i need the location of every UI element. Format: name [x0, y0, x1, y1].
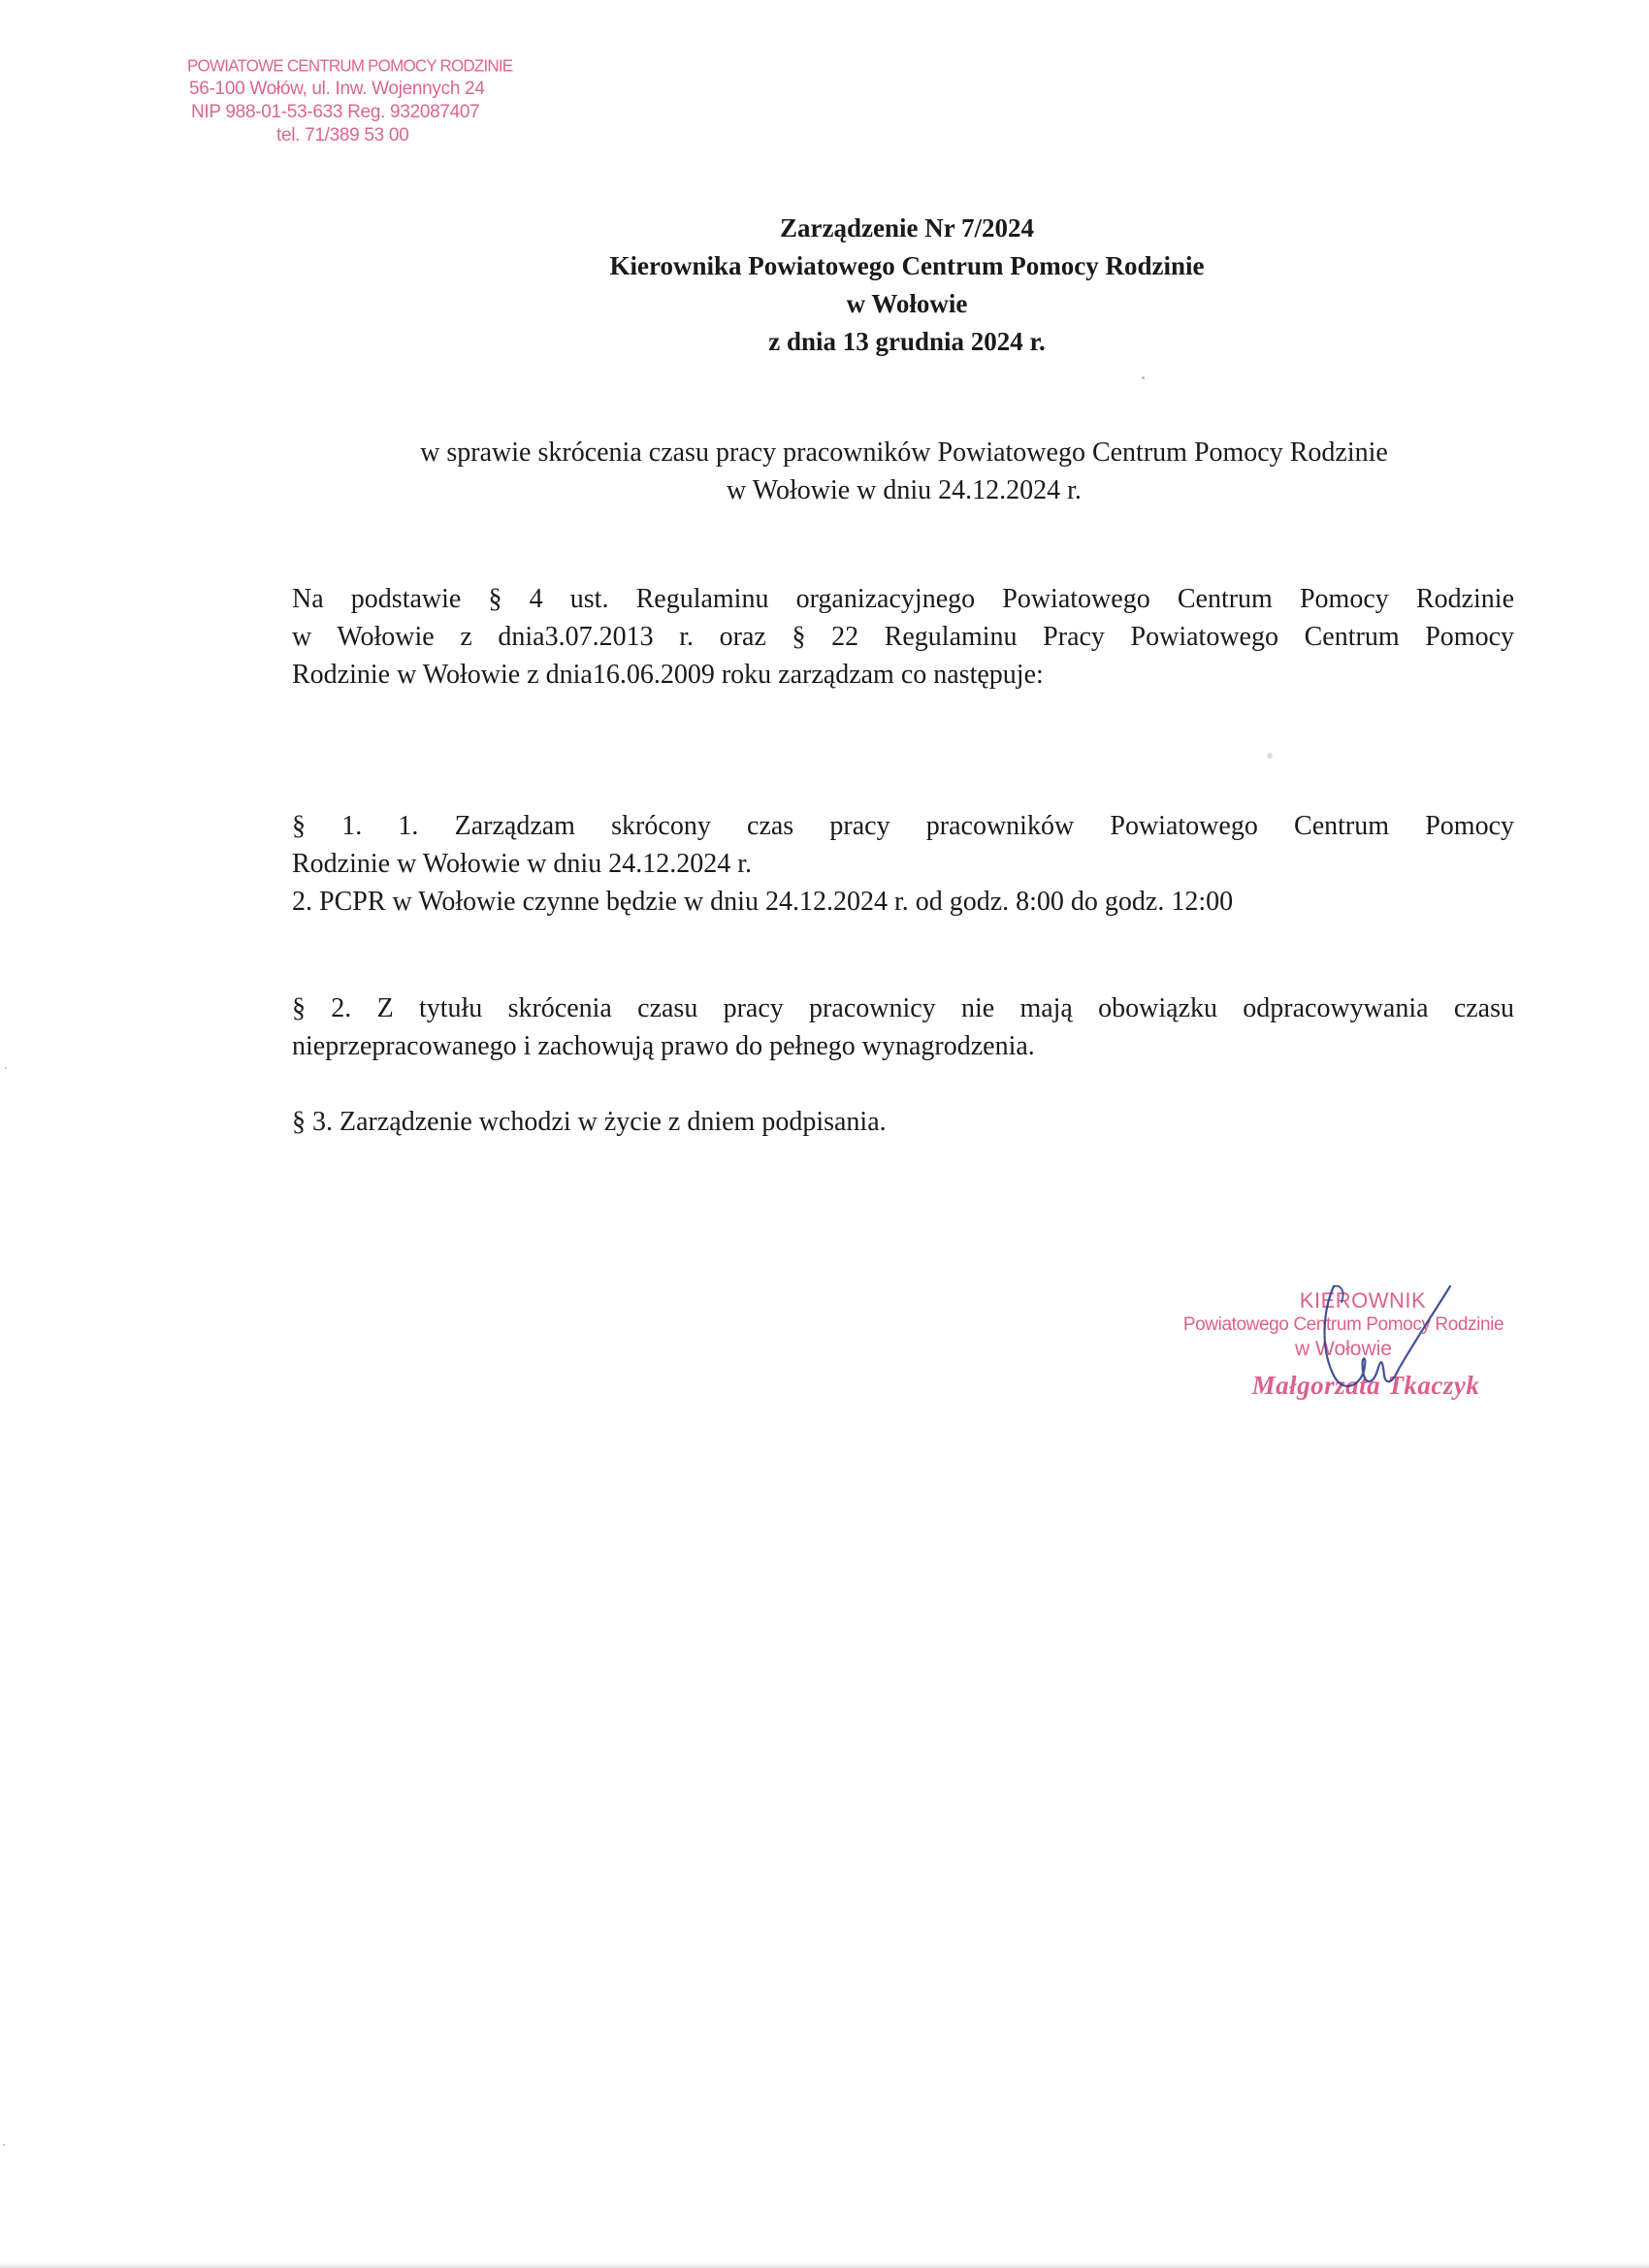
section-1-point-2: 2. PCPR w Wołowie czynne będzie w dniu 24.12.2024 r. od godz. 8:00 do godz. 12:00: [292, 887, 1234, 917]
signature-stamp-organization: Powiatowego Centrum Pomocy Rodzinie: [1182, 1314, 1504, 1335]
scan-edge: [0, 2262, 1649, 2268]
stamp-address: 56-100 Wołów, ul. Inw. Wojennych 24: [189, 79, 485, 99]
title-issuer: Kierownika Powiatowego Centrum Pomocy Rodzinie: [609, 251, 1205, 280]
section-1-line: Rodzinie w Wołowie w dniu 24.12.2024 r.: [292, 849, 752, 879]
scan-speck: [3, 2144, 5, 2146]
header-stamp: [187, 54, 536, 147]
section-2: [292, 989, 1514, 1065]
basis-line: w Wołowie z dnia3.07.2013 r. oraz § 22 Regulaminu Pracy Powiatowego Centrum Pomocy: [292, 622, 1514, 652]
scan-speck: [1142, 376, 1145, 379]
section-2-line: nieprzepracowanego i zachowują prawo do pełnego wynagrodzenia.: [292, 1031, 1035, 1061]
signatory-name: Małgorzata Tkaczyk: [1251, 1371, 1480, 1400]
basis-line: Rodzinie w Wołowie z dnia16.06.2009 roku zarządzam co następuje:: [292, 660, 1044, 690]
scan-speck: [1267, 753, 1273, 759]
subject-line: w Wołowie w dniu 24.12.2024 r.: [727, 475, 1082, 505]
scan-speck: [5, 1067, 7, 1069]
stamp-tax-ids: NIP 988-01-53-633 Reg. 932087407: [191, 102, 480, 122]
subject-line: w sprawie skrócenia czasu pracy pracowników Powiatowego Centrum Pomocy Rodzinie: [420, 437, 1388, 468]
title-ordinance-number: Zarządzenie Nr 7/2024: [780, 213, 1034, 243]
section-3-line: § 3. Zarządzenie wchodzi w życie z dniem podpisania.: [292, 1107, 887, 1137]
stamp-institution-name: POWIATOWE CENTRUM POMOCY RODZINIE: [187, 55, 513, 76]
section-3: [292, 1103, 1514, 1141]
handwritten-signature: [1305, 1279, 1499, 1414]
section-1: [292, 807, 1514, 921]
basis-line: Na podstawie § 4 ust. Regulaminu organizacyjnego Powiatowego Centrum Pomocy Rodzinie: [292, 584, 1514, 614]
document-subject: [0, 434, 1649, 509]
legal-basis-paragraph: [292, 580, 1514, 694]
signature-stamp-city: w Wołowie: [1295, 1338, 1392, 1360]
stamp-phone: tel. 71/389 53 00: [276, 125, 409, 146]
section-1-line: § 1. 1. Zarządzam skrócony czas pracy pracowników Powiatowego Centrum Pomocy: [292, 811, 1514, 841]
title-city: w Wołowie: [846, 289, 968, 318]
document-title: [0, 210, 1649, 361]
section-2-line: § 2. Z tytułu skrócenia czasu pracy pracownicy nie mają obowiązku odpracowywania czasu: [292, 993, 1514, 1023]
title-date: z dnia 13 grudnia 2024 r.: [768, 327, 1046, 356]
signature-stamp-title: KIEROWNIK: [1299, 1288, 1427, 1312]
